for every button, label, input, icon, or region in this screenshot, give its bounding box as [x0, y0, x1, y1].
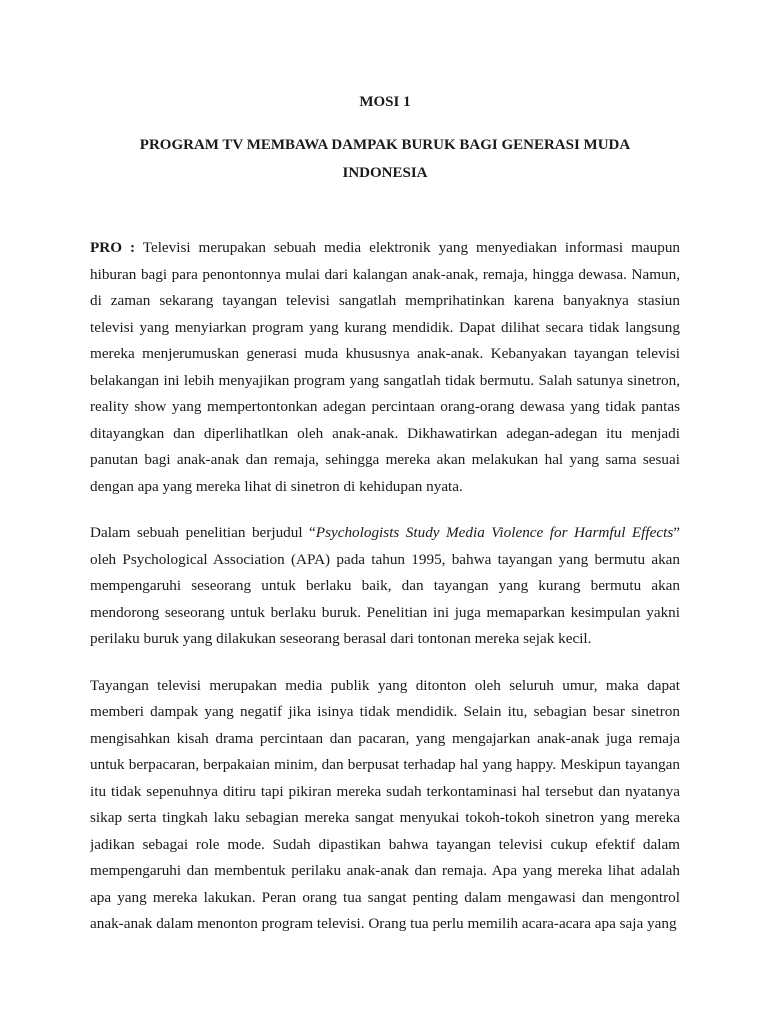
main-title-line1: PROGRAM TV MEMBAWA DAMPAK BURUK BAGI GENERASI MUDA	[139, 137, 631, 153]
research-text-end: ” oleh Psychological Association (APA) pada tahun 1995, bahwa tayangan yang bermutu akan mempengaruhi seseorang untuk berlaku baik, dan tayangan yang kurang bermutu akan mendorong seseorang untuk berlaku buruk. Penelitian ini juga memaparkan kesimpulan yakni perilaku buruk yang dilakukan seseorang berasal dari tontonan mereka sejak kecil.	[90, 524, 680, 647]
pro-label: PRO :	[90, 239, 136, 256]
main-title-line2: INDONESIA	[342, 165, 428, 181]
pro-text: Televisi merupakan sebuah media elektronik yang menyediakan informasi maupun hiburan bagi para penontonnya mulai dari kalangan anak-anak, remaja, hingga dewasa. Namun, di zaman sekarang tayangan televisi sangatlah memprihatinkan karena banyaknya stasiun televisi yang menyiarkan program yang kurang mendidik. Dapat dilihat secara tidak langsung mereka menjerumuskan generasi muda khususnya anak-anak. Kebanyakan tayangan televisi belakangan ini lebih menyajikan program yang sangatlah tidak bermutu. Salah satunya sinetron, reality show yang mempertontonkan adegan percintaan orang-orang dewasa yang tidak pantas ditayangkan dan diperlihatlkan oleh anak-anak. Dikhawatirkan adegan-adegan itu menjadi panutan bagi anak-anak dan remaja, sehingga mereka akan melakukan hal yang sama sesuai dengan apa yang mereka lihat di sinetron di kehidupan nyata.	[90, 239, 681, 495]
research-title: Psychologists Study Media Violence for Harmful Effects	[315, 524, 674, 541]
body-text	[90, 235, 680, 965]
research-paragraph	[90, 520, 680, 653]
mosi-title: MOSI 1	[359, 94, 411, 110]
tv-impact-paragraph: Tayangan televisi merupakan media publik yang ditonton oleh seluruh umur, maka dapat memberi dampak yang negatif jika isinya tidak mendidik. Selain itu, sebagian besar sinetron mengisahkan kisah drama percintaan dan pacaran, yang mengajarkan anak-anak juga remaja untuk berpacaran, berpakaian minim, dan berpusat terhadap hal yang happy. Meskipun tayangan itu tidak sepenuhnya ditiru tapi pikiran mereka sudah terkontaminasi hal tersebut dan nyatanya sikap serta tingkah laku sebagian mereka sangat menyukai tokoh-tokoh sinetron yang mereka jadikan sebagai role mode. Sudah dipastikan bahwa tayangan televisi cukup efektif dalam mempengaruhi dan membentuk perilaku anak-anak dan remaja. Apa yang mereka lihat adalah apa yang mereka lakukan. Peran orang tua sangat penting dalam mengawasi dan mengontrol anak-anak dalam menonton program televisi. Orang tua perlu memilih acara-acara apa saja yang	[90, 676, 680, 932]
main-title	[90, 131, 680, 187]
research-text-start: Dalam sebuah penelitian berjudul “	[90, 524, 316, 541]
pro-paragraph	[90, 235, 680, 500]
